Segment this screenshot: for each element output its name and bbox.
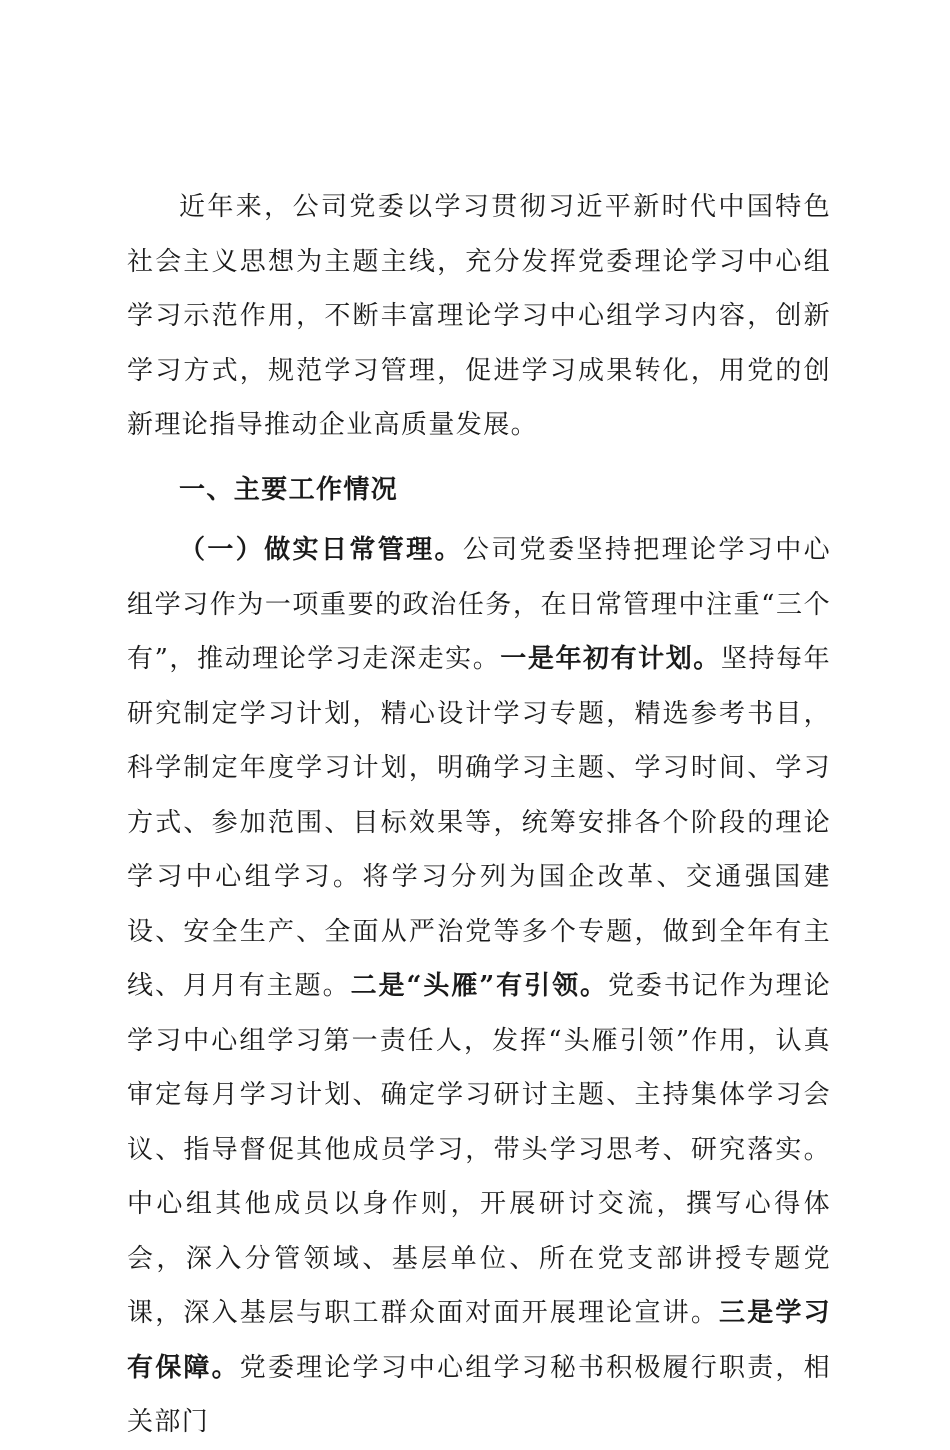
point2-title: 二是“头雁”有引领。 <box>350 971 608 1001</box>
document-body <box>127 180 831 1450</box>
section-heading <box>127 463 831 518</box>
subsection-paragraph <box>127 523 831 1450</box>
section-heading-text: 一、主要工作情况 <box>179 474 399 505</box>
point3-title: 三是学习有保障。 <box>127 1298 831 1383</box>
subsection-title: （一）做实日常管理。 <box>179 535 463 565</box>
point3-text: 党委理论学习中心组学习秘书积极履行职责，相关部门 <box>127 1352 831 1437</box>
intro-paragraph: 近年来，公司党委以学习贯彻习近平新时代中国特色社会主义思想为主题主线，充分发挥党委理论学习中心组学习示范作用，不断丰富理论学习中心组学习内容，创新学习方式，规范学习管理，促进学习成果转化，用党的创新理论指导推动企业高质量发展。 <box>127 192 831 440</box>
subsection-text: 公司党委坚持把理论学习中心组学习作为一项重要的政治任务，在日常管理中注重“三个有”，推动理论学习走深走实。 <box>127 535 831 674</box>
point2-text: 党委书记作为理论学习中心组学习第一责任人，发挥“头雁引领”作用，认真审定每月学习计划、确定学习研讨主题、主持集体学习会议、指导督促其他成员学习，带头学习思考、研究落实。中心组其他成员以身作则，开展研讨交流，撰写心得体会，深入分管领域、基层单位、所在党支部讲授专题党课，深入基层与职工群众面对面开展理论宣讲。 <box>127 971 831 1328</box>
point1-title: 一是年初有计划。 <box>500 644 721 674</box>
point1-text: 坚持每年研究制定学习计划，精心设计学习专题，精选参考书目，科学制定年度学习计划，明确学习主题、学习时间、学习方式、参加范围、目标效果等，统筹安排各个阶段的理论学习中心组学习。将学习分列为国企改革、交通强国建设、安全生产、全面从严治党等多个专题，做到全年有主线、月月有主题。 <box>127 644 831 1001</box>
